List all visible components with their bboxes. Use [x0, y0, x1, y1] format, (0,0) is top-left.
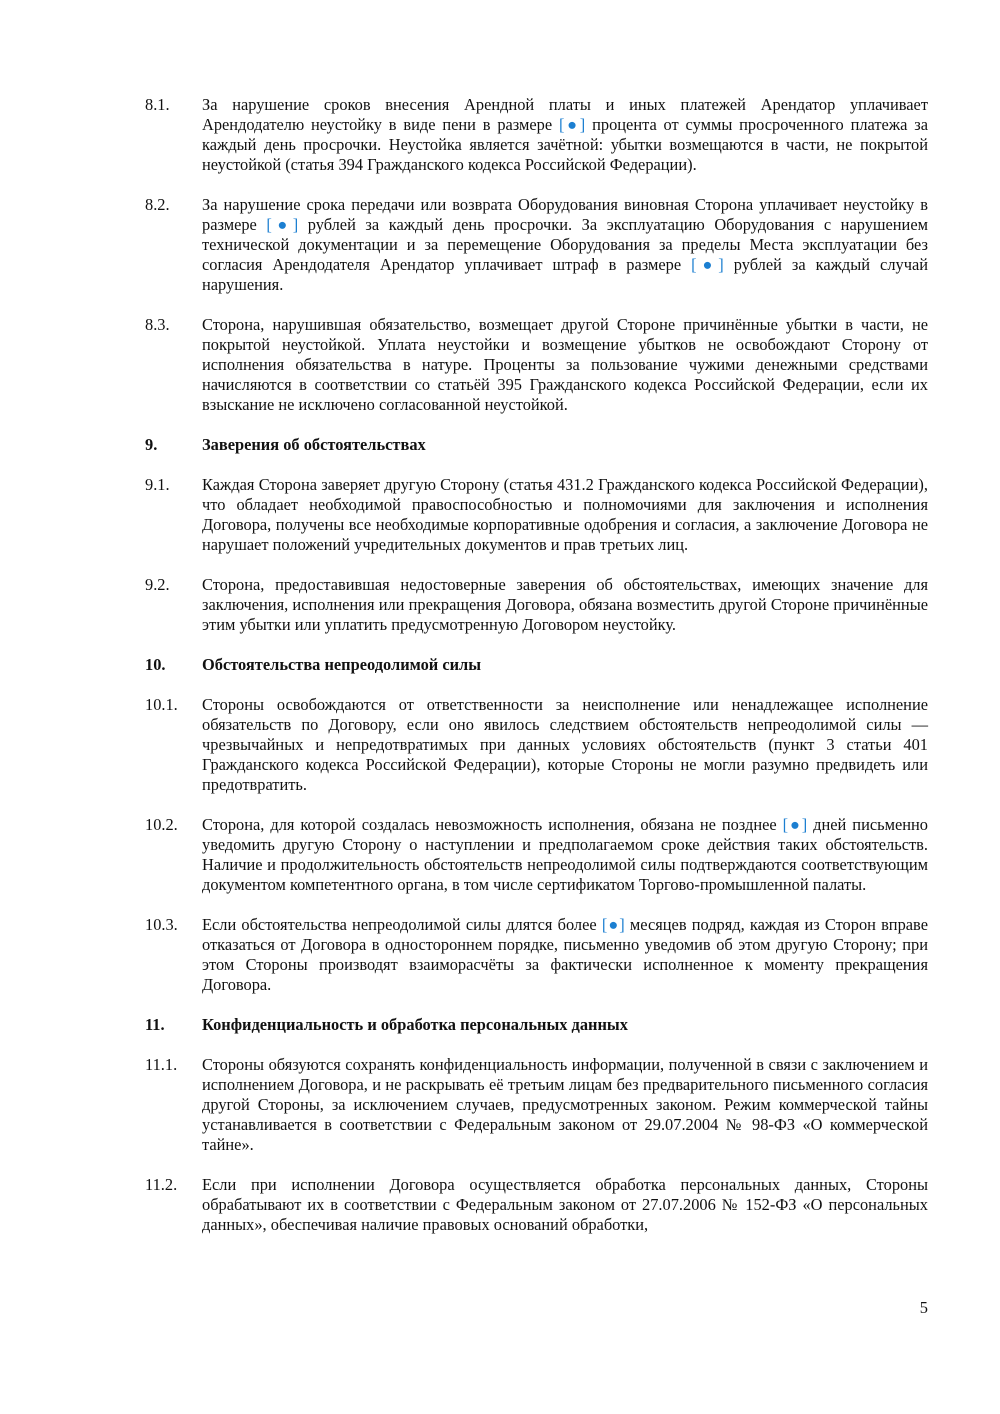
section-number: 10.: [145, 655, 166, 674]
clause: [145, 915, 928, 995]
clause-text-part: Каждая Сторона заверяет другую Сторону (статья 431.2 Гражданского кодекса Российской Федерации), что обладает необходимой правоспособностью и полномочиями для заключения и исполнения Договора, получены все необходимые корпоративные одобрения и согласия, а заключение Договора не нарушает положений учредительных документов и прав третьих лиц.: [202, 475, 928, 554]
clause-text: [202, 575, 928, 635]
clause-text-part: Стороны освобождаются от ответственности за неисполнение или ненадлежащее исполнение обязательств по Договору, если оно явилось следствием обстоятельств непреодолимой силы — чрезвычайных и непредотвратимых при данных условиях обстоятельств (пункт 3 статьи 401 Гражданского кодекса Российской Федерации), которые Стороны не могли разумно предвидеть или предотвратить.: [202, 695, 928, 794]
clause-text-part: Конфиденциальность и обработка персональных данных: [202, 1015, 628, 1034]
clause-number: 9.2.: [145, 575, 170, 594]
clause-number: 10.1.: [145, 695, 178, 714]
clause-number: 10.2.: [145, 815, 178, 834]
clause-number: 8.3.: [145, 315, 170, 334]
section-title: [202, 1015, 928, 1035]
section-title: [202, 435, 928, 455]
clause-number: 8.1.: [145, 95, 170, 114]
section-title: [202, 655, 928, 675]
clause-text-part: За нарушение сроков внесения Арендной платы и иных платежей Арендатор уплачивает Арендодателю неустойку в виде пени в размере: [202, 95, 928, 134]
document-body: [145, 95, 928, 1255]
placeholder-mark: [●]: [558, 115, 586, 134]
clause-text-part: За нарушение срока передачи или возврата Оборудования виновная Сторона уплачивает неустойку в размере: [202, 195, 928, 234]
page-number: 5: [919, 1298, 928, 1317]
clause-text-part: Сторона, предоставившая недостоверные заверения об обстоятельствах, имеющих значение для заключения, исполнения или прекращения Договора, обязана возместить другой Стороне причинённые этим убытки или уплатить предусмотренную Договором неустойку.: [202, 575, 928, 634]
clause: [145, 475, 928, 555]
section-number: 11.: [145, 1015, 165, 1034]
clause-text-part: рублей за каждый случай нарушения.: [202, 255, 928, 294]
clause-text: [202, 915, 928, 995]
clause-text-part: Заверения об обстоятельствах: [202, 435, 426, 454]
clause-text: [202, 815, 928, 895]
clause-text: [202, 95, 928, 175]
clause-text-part: Сторона, для которой создалась невозможность исполнения, обязана не позднее: [202, 815, 783, 834]
placeholder-mark: [●]: [601, 915, 625, 934]
placeholder-mark: [●]: [782, 815, 808, 834]
section-heading: [145, 1015, 928, 1035]
clause-text: [202, 475, 928, 555]
clause-text: [202, 1055, 928, 1155]
clause: [145, 815, 928, 895]
clause: [145, 195, 928, 295]
clause-text-part: рублей за каждый день просрочки. За эксплуатацию Оборудования с нарушением технической документации и за перемещение Оборудования за пределы Места эксплуатации без согласия Арендодателя Арендатор уплачивает штраф в размере: [202, 215, 928, 274]
clause-text: [202, 1175, 928, 1235]
clause-number: 10.3.: [145, 915, 178, 934]
clause-text: [202, 315, 928, 415]
clause-text-part: Если обстоятельства непреодолимой силы длятся более: [202, 915, 602, 934]
clause-text: [202, 695, 928, 795]
clause: [145, 95, 928, 175]
clause-text-part: Стороны обязуются сохранять конфиденциальность информации, полученной в связи с заключением и исполнением Договора, и не раскрывать её третьим лицам без предварительного письменного согласия другой Стороны, за исключением случаев, предусмотренных законом. Режим коммерческой тайны устанавливается в соответствии с Федеральным законом от 29.07.2004 № 98-ФЗ «О коммерческой тайне».: [202, 1055, 928, 1154]
section-number: 9.: [145, 435, 158, 454]
placeholder-mark: [●]: [266, 215, 299, 234]
clause-text-part: процента от суммы просроченного платежа за каждый день просрочки. Неустойка является зачётной: убытки возмещаются в части, не покрытой неустойкой (статья 394 Гражданского кодекса Российской Федерации).: [202, 115, 928, 174]
placeholder-mark: [●]: [691, 255, 724, 274]
clause-number: 11.2.: [145, 1175, 178, 1194]
clause-text-part: дней письменно уведомить другую Сторону о наступлении и предполагаемом сроке действия таких обстоятельств. Наличие и продолжительность обстоятельств непреодолимой силы подтверждаются соответствующим документом компетентного органа, в том числе сертификатом Торгово-промышленной палаты.: [202, 815, 928, 894]
clause-text-part: Если при исполнении Договора осуществляется обработка персональных данных, Стороны обрабатывают их в соответствии с Федеральным законом от 27.07.2006 № 152-ФЗ «О персональных данных», обеспечивая наличие правовых оснований обработки,: [202, 1175, 928, 1234]
clause-number: 8.2.: [145, 195, 170, 214]
clause-text-part: месяцев подряд, каждая из Сторон вправе отказаться от Договора в одностороннем порядке, письменно уведомив об этом другую Сторону; при этом Стороны производят взаиморасчёты за фактически исполненное к моменту прекращения Договора.: [202, 915, 928, 994]
clause-number: 11.1.: [145, 1055, 178, 1074]
clause-text-part: Сторона, нарушившая обязательство, возмещает другой Стороне причинённые убытки в части, не покрытой неустойкой. Уплата неустойки и возмещение убытков не освобождают Сторону от исполнения обязательства в натуре. Проценты за пользование чужими денежными средствами начисляются в соответствии со статьёй 395 Гражданского кодекса Российской Федерации, если их взыскание не исключено согласованной неустойкой.: [202, 315, 928, 414]
clause: [145, 575, 928, 635]
clause: [145, 1175, 928, 1235]
clause-text: [202, 195, 928, 295]
clause-text-part: Обстоятельства непреодолимой силы: [202, 655, 482, 674]
clause: [145, 1055, 928, 1155]
section-heading: [145, 435, 928, 455]
section-heading: [145, 655, 928, 675]
clause-number: 9.1.: [145, 475, 170, 494]
clause: [145, 695, 928, 795]
clause: [145, 315, 928, 415]
